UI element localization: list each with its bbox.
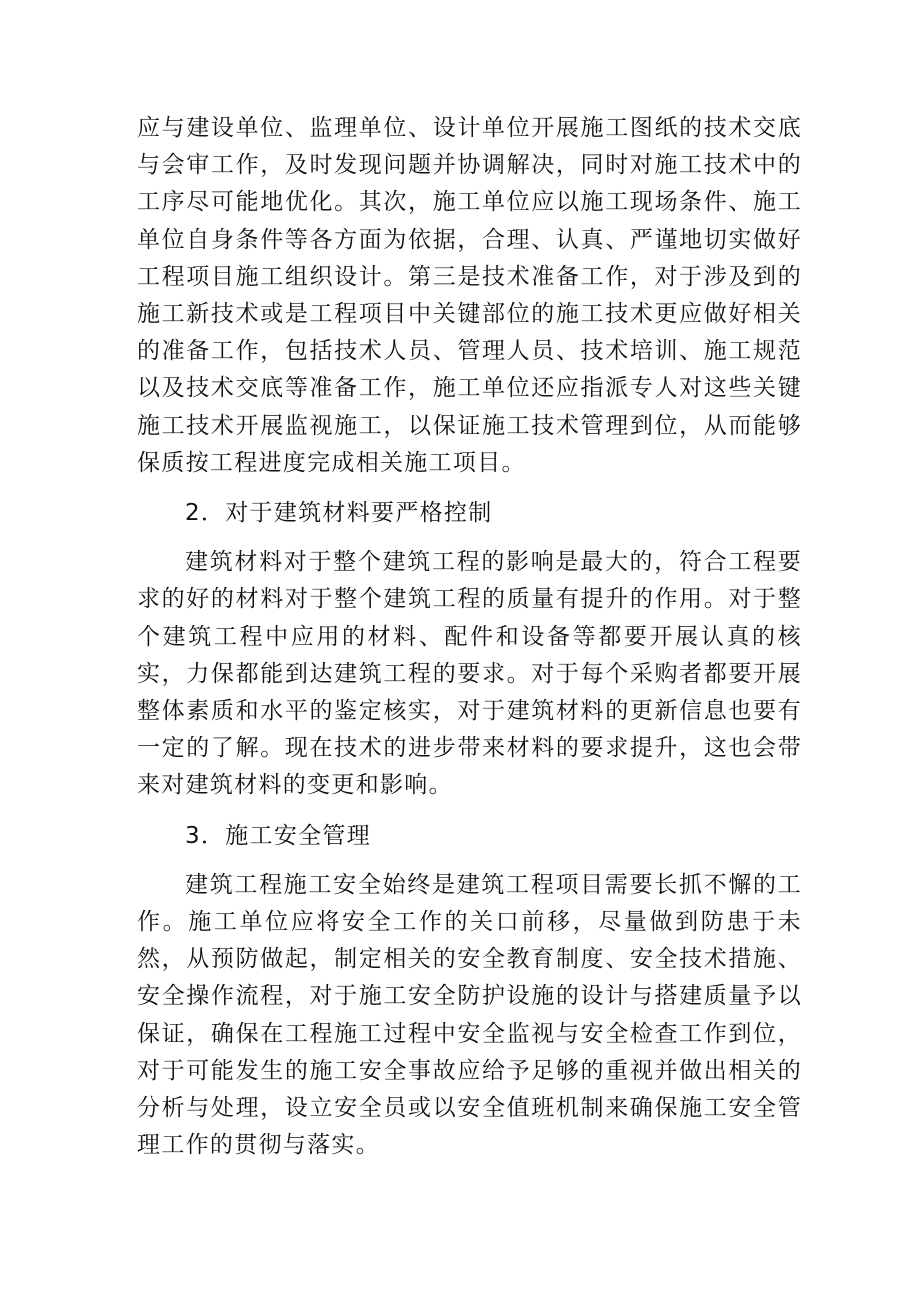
section-heading-material-control: 2．对于建筑材料要严格控制 [185,500,493,527]
paragraph-safety-management: 建筑工程施工安全始终是建筑工程项目需要长抓不懈的工作。施工单位应将安全工作的关口前移，尽量做到防患于未然，从预防做起，制定相关的安全教育制度、安全技术措施、安全操作流程，对于施工安全防护设施的设计与搭建质量予以保证，确保在工程施工过程中安全监视与安全检查工作到位，对于可能发生的施工安全事故应给予足够的重视并做出相关的分析与处理，设立安全员或以安全值班机制来确保施工安全管理工作的贯彻与落实。 [137,871,802,1159]
section-heading-safety-management: 3．施工安全管理 [185,822,372,849]
paragraph-material-control: 建筑材料对于整个建筑工程的影响是最大的，符合工程要求的好的材料对于整个建筑工程的质量有提升的作用。对于整个建筑工程中应用的材料、配件和设备等都要开展认真的核实，力保都能到达建筑工程的要求。对于每个采购者都要开展整体素质和水平的鉴定核实，对于建筑材料的更新信息也要有一定的了解。现在技术的进步带来材料的要求提升，这也会带来对建筑材料的变更和影响。 [137,549,802,799]
paragraph-construction-preparation: 应与建设单位、监理单位、设计单位开展施工图纸的技术交底与会审工作，及时发现问题并协调解决，同时对施工技术中的工序尽可能地优化。其次，施工单位应以施工现场条件、施工单位自身条件等各方面为依据，合理、认真、严谨地切实做好工程项目施工组织设计。第三是技术准备工作，对于涉及到的施工新技术或是工程项目中关键部位的施工技术更应做好相关的准备工作，包括技术人员、管理人员、技术培训、施工规范以及技术交底等准备工作，施工单位还应指派专人对这些关键施工技术开展监视施工，以保证施工技术管理到位，从而能够保质按工程进度完成相关施工项目。 [137,115,802,476]
document-body [137,110,802,1164]
